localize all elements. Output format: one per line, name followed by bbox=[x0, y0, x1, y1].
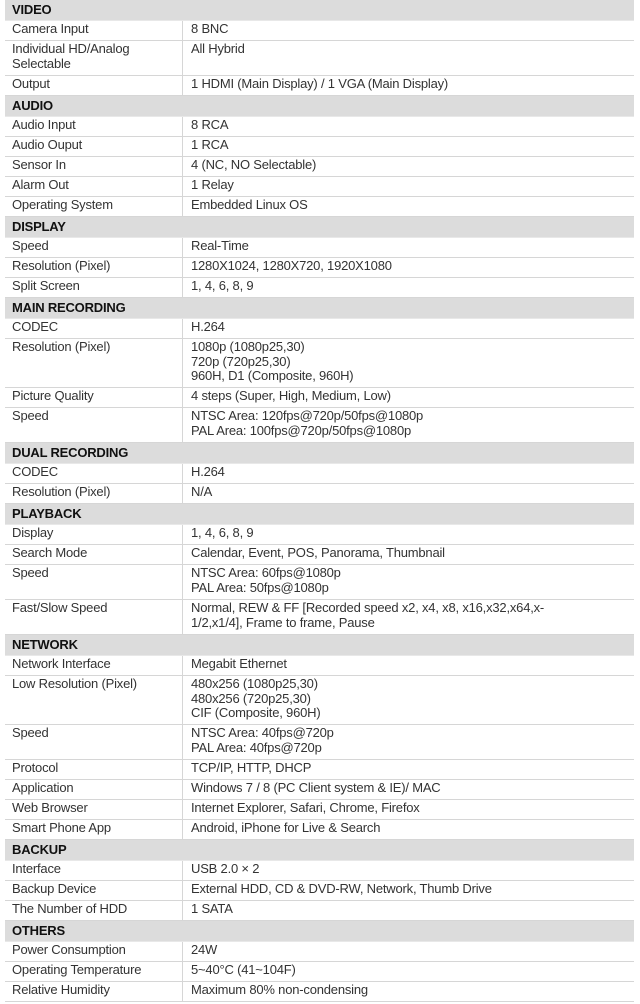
spec-label: CODEC bbox=[5, 464, 183, 483]
spec-value bbox=[183, 319, 634, 338]
spec-label: Speed bbox=[5, 725, 183, 759]
spec-row bbox=[5, 137, 634, 157]
spec-value bbox=[183, 982, 634, 1001]
spec-value bbox=[183, 137, 634, 156]
section-header-main-recording: MAIN RECORDING bbox=[5, 298, 634, 319]
spec-value bbox=[183, 760, 634, 779]
spec-label: Resolution (Pixel) bbox=[5, 484, 183, 503]
spec-label: Fast/Slow Speed bbox=[5, 600, 183, 634]
spec-label: Speed bbox=[5, 238, 183, 257]
spec-value-line: PAL Area: 40fps@720p bbox=[191, 739, 322, 755]
spec-label: Sensor In bbox=[5, 157, 183, 176]
spec-label: Resolution (Pixel) bbox=[5, 339, 183, 387]
spec-label: CODEC bbox=[5, 319, 183, 338]
spec-value-line: 4 (NC, NO Selectable) bbox=[191, 157, 317, 172]
spec-label: Display bbox=[5, 525, 183, 544]
spec-value-line: Calendar, Event, POS, Panorama, Thumbnail bbox=[191, 545, 445, 560]
spec-value-line: 8 RCA bbox=[191, 117, 229, 132]
spec-row bbox=[5, 177, 634, 197]
spec-value-line: Internet Explorer, Safari, Chrome, Firefox bbox=[191, 800, 420, 815]
spec-value bbox=[183, 76, 634, 95]
section-header-display: DISPLAY bbox=[5, 217, 634, 238]
spec-label: Backup Device bbox=[5, 881, 183, 900]
spec-row bbox=[5, 117, 634, 137]
spec-value bbox=[183, 197, 634, 216]
spec-row bbox=[5, 565, 634, 600]
spec-value-line: Embedded Linux OS bbox=[191, 197, 308, 212]
spec-row bbox=[5, 76, 634, 96]
spec-row bbox=[5, 238, 634, 258]
spec-label: Smart Phone App bbox=[5, 820, 183, 839]
spec-row bbox=[5, 464, 634, 484]
spec-value-line: Normal, REW & FF [Recorded speed x2, x4, x8, x16,x32,x64,x- bbox=[191, 600, 545, 615]
spec-value bbox=[183, 545, 634, 564]
spec-value-line: 1, 4, 6, 8, 9 bbox=[191, 278, 254, 293]
spec-value-line: NTSC Area: 40fps@720p bbox=[191, 725, 334, 740]
spec-label: The Number of HDD bbox=[5, 901, 183, 920]
spec-label: Web Browser bbox=[5, 800, 183, 819]
spec-value bbox=[183, 21, 634, 40]
section-header-others: OTHERS bbox=[5, 921, 634, 942]
spec-row bbox=[5, 942, 634, 962]
section-header-dual-recording: DUAL RECORDING bbox=[5, 443, 634, 464]
spec-label: Operating Temperature bbox=[5, 962, 183, 981]
spec-value-line: 5~40°C (41~104F) bbox=[191, 962, 296, 977]
spec-row bbox=[5, 197, 634, 217]
spec-value-line: Maximum 80% non-condensing bbox=[191, 982, 368, 997]
spec-label: Audio Input bbox=[5, 117, 183, 136]
spec-value bbox=[183, 339, 634, 387]
spec-row bbox=[5, 21, 634, 41]
spec-value bbox=[183, 725, 634, 759]
spec-row bbox=[5, 962, 634, 982]
spec-value bbox=[183, 464, 634, 483]
spec-value-line: H.264 bbox=[191, 319, 225, 334]
spec-value bbox=[183, 901, 634, 920]
spec-value bbox=[183, 177, 634, 196]
spec-value bbox=[183, 525, 634, 544]
spec-value-line: 24W bbox=[191, 942, 218, 957]
spec-value-line: 480x256 (1080p25,30) bbox=[191, 676, 318, 691]
spec-row bbox=[5, 676, 634, 725]
spec-value-line: 1, 4, 6, 8, 9 bbox=[191, 525, 254, 540]
spec-label: Low Resolution (Pixel) bbox=[5, 676, 183, 724]
spec-value-line: 1 HDMI (Main Display) / 1 VGA (Main Display) bbox=[191, 76, 449, 91]
spec-value bbox=[183, 820, 634, 839]
spec-label: Relative Humidity bbox=[5, 982, 183, 1001]
spec-value-line: PAL Area: 100fps@720p/50fps@1080p bbox=[191, 422, 412, 438]
spec-value-line: H.264 bbox=[191, 464, 225, 479]
spec-value bbox=[183, 278, 634, 297]
spec-row bbox=[5, 725, 634, 760]
spec-row bbox=[5, 545, 634, 565]
spec-value-line: CIF (Composite, 960H) bbox=[191, 705, 321, 720]
spec-value bbox=[183, 408, 634, 442]
spec-value bbox=[183, 676, 634, 724]
spec-label: Application bbox=[5, 780, 183, 799]
spec-table bbox=[5, 0, 634, 1002]
spec-row bbox=[5, 800, 634, 820]
spec-value-line: 1080p (1080p25,30) bbox=[191, 339, 305, 354]
spec-value bbox=[183, 388, 634, 407]
spec-value-line: 480x256 (720p25,30) bbox=[191, 690, 311, 706]
spec-value bbox=[183, 881, 634, 900]
spec-value bbox=[183, 780, 634, 799]
spec-value bbox=[183, 656, 634, 675]
spec-value bbox=[183, 117, 634, 136]
spec-value bbox=[183, 238, 634, 257]
spec-label: Network Interface bbox=[5, 656, 183, 675]
spec-value bbox=[183, 942, 634, 961]
spec-value-line: 720p (720p25,30) bbox=[191, 353, 291, 369]
spec-value bbox=[183, 861, 634, 880]
spec-value-line: NTSC Area: 120fps@720p/50fps@1080p bbox=[191, 408, 424, 423]
spec-value-line: N/A bbox=[191, 484, 213, 499]
spec-label: Split Screen bbox=[5, 278, 183, 297]
spec-row bbox=[5, 388, 634, 408]
spec-row bbox=[5, 339, 634, 388]
spec-row bbox=[5, 600, 634, 635]
spec-value bbox=[183, 800, 634, 819]
spec-label: Speed bbox=[5, 565, 183, 599]
spec-row bbox=[5, 820, 634, 840]
spec-label: Power Consumption bbox=[5, 942, 183, 961]
spec-row bbox=[5, 760, 634, 780]
spec-label: Camera Input bbox=[5, 21, 183, 40]
spec-value-line: TCP/IP, HTTP, DHCP bbox=[191, 760, 312, 775]
spec-value-line: 1/2,x1/4], Frame to frame, Pause bbox=[191, 614, 375, 630]
spec-row bbox=[5, 780, 634, 800]
spec-label: Search Mode bbox=[5, 545, 183, 564]
spec-value-line: External HDD, CD & DVD-RW, Network, Thumb Drive bbox=[191, 881, 492, 896]
spec-value bbox=[183, 157, 634, 176]
spec-label: Picture Quality bbox=[5, 388, 183, 407]
spec-value-line: Megabit Ethernet bbox=[191, 656, 287, 671]
spec-label: Resolution (Pixel) bbox=[5, 258, 183, 277]
spec-row bbox=[5, 41, 634, 76]
spec-value-line: PAL Area: 50fps@1080p bbox=[191, 579, 329, 595]
spec-value bbox=[183, 41, 634, 75]
section-header-video: VIDEO bbox=[5, 0, 634, 21]
spec-row bbox=[5, 258, 634, 278]
spec-row bbox=[5, 861, 634, 881]
spec-label: Interface bbox=[5, 861, 183, 880]
spec-row bbox=[5, 656, 634, 676]
spec-value-line: Android, iPhone for Live & Search bbox=[191, 820, 381, 835]
spec-value-line: 1 Relay bbox=[191, 177, 234, 192]
spec-value-line: Windows 7 / 8 (PC Client system & IE)/ MAC bbox=[191, 780, 441, 795]
spec-row bbox=[5, 319, 634, 339]
spec-value bbox=[183, 484, 634, 503]
spec-label: Operating System bbox=[5, 197, 183, 216]
spec-value-line: 1 RCA bbox=[191, 137, 229, 152]
spec-value-line: 1280X1024, 1280X720, 1920X1080 bbox=[191, 258, 392, 273]
spec-row bbox=[5, 881, 634, 901]
spec-value-line: Real-Time bbox=[191, 238, 249, 253]
spec-value-line: 960H, D1 (Composite, 960H) bbox=[191, 368, 354, 383]
spec-label: Audio Ouput bbox=[5, 137, 183, 156]
spec-row bbox=[5, 525, 634, 545]
spec-value bbox=[183, 565, 634, 599]
spec-row bbox=[5, 484, 634, 504]
spec-label: Output bbox=[5, 76, 183, 95]
spec-row bbox=[5, 408, 634, 443]
spec-label: Protocol bbox=[5, 760, 183, 779]
section-header-network: NETWORK bbox=[5, 635, 634, 656]
spec-value-line: 8 BNC bbox=[191, 21, 229, 36]
spec-row bbox=[5, 982, 634, 1002]
spec-label: Speed bbox=[5, 408, 183, 442]
spec-row bbox=[5, 157, 634, 177]
spec-value-line: All Hybrid bbox=[191, 41, 245, 56]
spec-value bbox=[183, 600, 634, 634]
spec-value bbox=[183, 962, 634, 981]
spec-value-line: NTSC Area: 60fps@1080p bbox=[191, 565, 341, 580]
spec-value bbox=[183, 258, 634, 277]
spec-row bbox=[5, 901, 634, 921]
spec-label: Alarm Out bbox=[5, 177, 183, 196]
section-header-playback: PLAYBACK bbox=[5, 504, 634, 525]
spec-value-line: 4 steps (Super, High, Medium, Low) bbox=[191, 388, 391, 403]
section-header-backup: BACKUP bbox=[5, 840, 634, 861]
spec-value-line: USB 2.0 × 2 bbox=[191, 861, 260, 876]
spec-label: Individual HD/Analog Selectable bbox=[5, 41, 183, 75]
spec-row bbox=[5, 278, 634, 298]
section-header-audio: AUDIO bbox=[5, 96, 634, 117]
spec-value-line: 1 SATA bbox=[191, 901, 233, 916]
